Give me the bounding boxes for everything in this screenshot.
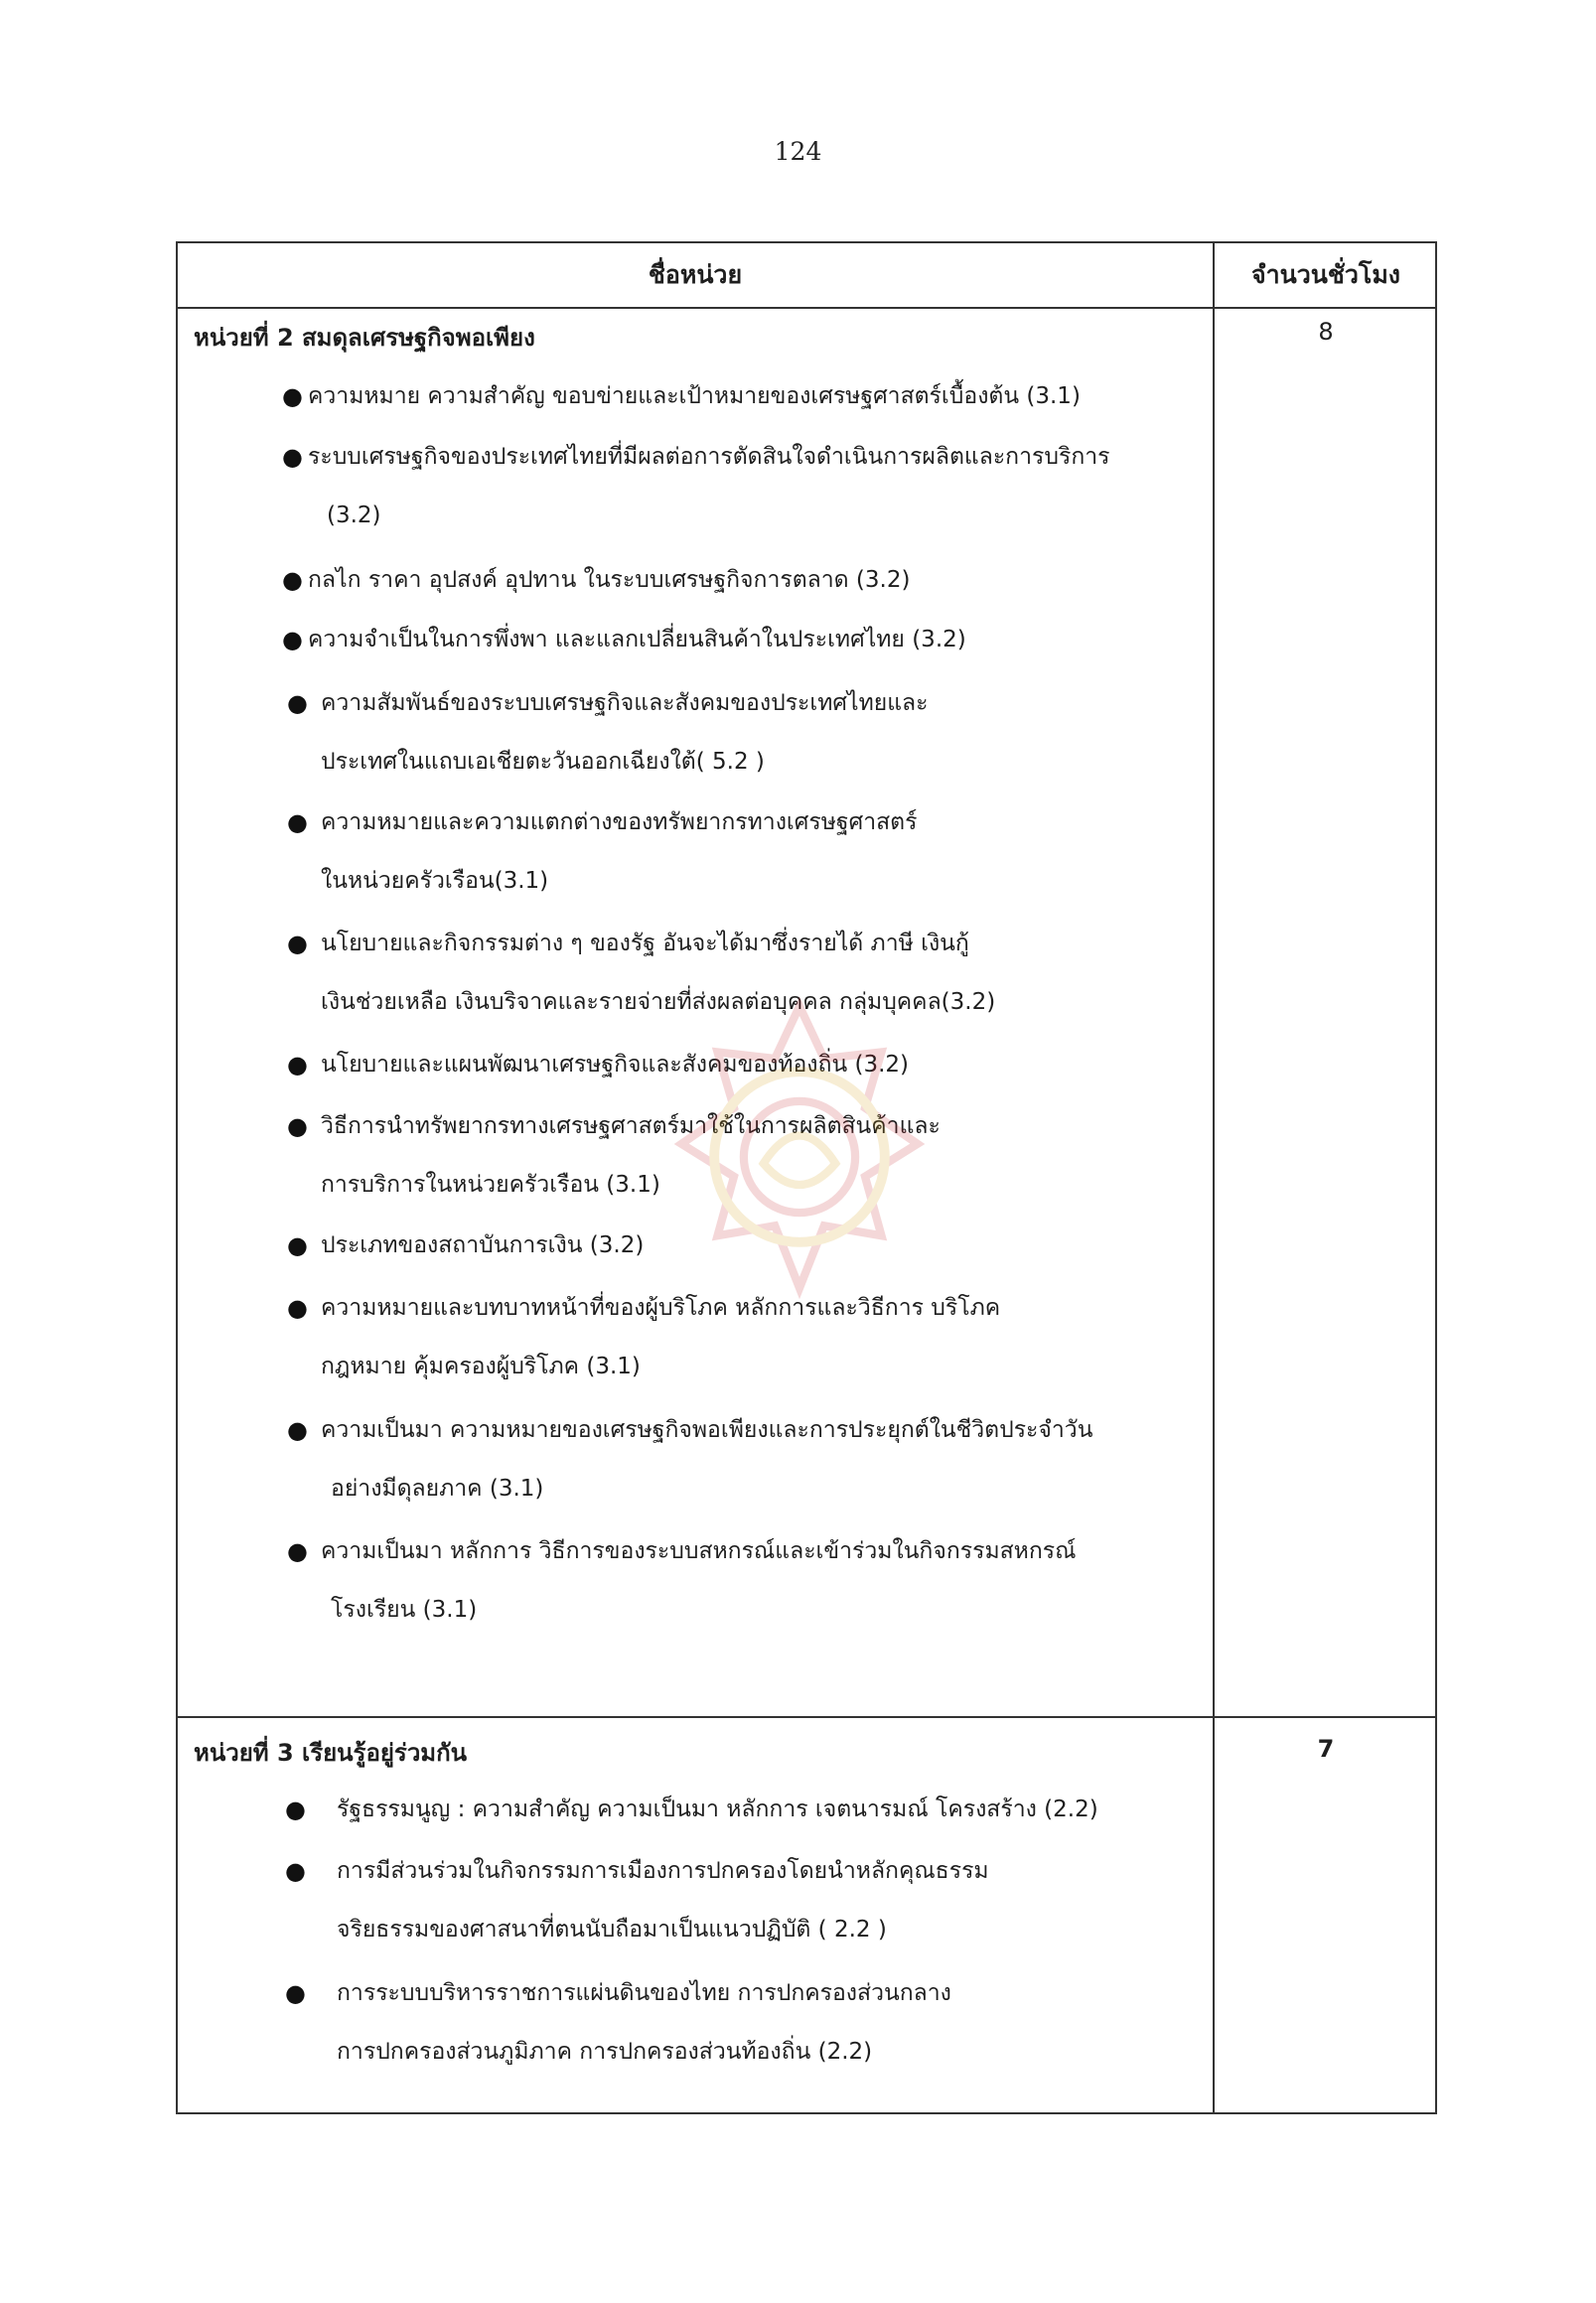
bullet-icon: ● <box>287 808 308 836</box>
item-text: กลไก ราคา อุปสงค์ อุปทาน ในระบบเศรษฐกิจการตลาด (3.2) <box>308 567 911 593</box>
item-text-continued: เงินช่วยเหลือ เงินบริจาคและรายจ่ายที่ส่งผลต่อบุคคล กลุ่มบุคคล(3.2) <box>321 989 996 1015</box>
bullet-icon: ● <box>282 566 303 594</box>
item-text: ความสัมพันธ์ของระบบเศรษฐกิจและสังคมของประเทศไทยและ <box>321 690 929 716</box>
item-text: การมีส่วนร่วมในกิจกรรมการเมืองการปกครองโดยนำหลักคุณธรรม <box>337 1858 989 1884</box>
item-text: ประเภทของสถาบันการเงิน (3.2) <box>321 1232 645 1258</box>
list-item <box>287 674 929 792</box>
bullet-icon: ● <box>287 1416 308 1444</box>
unit-2-title: หน่วยที่ 2 สมดุลเศรษฐกิจพอเพียง <box>194 324 535 352</box>
item-text: วิธีการนำทรัพยากรทางเศรษฐศาสตร์มาใช้ในการผลิตสินค้าและ <box>321 1113 941 1139</box>
list-item <box>287 1522 1076 1640</box>
item-text: ความหมายและบทบาทหน้าที่ของผู้บริโภค หลักการและวิธีการ บริโภค <box>321 1295 1001 1321</box>
bullet-icon: ● <box>285 1796 306 1823</box>
item-text-continued: การบริการในหน่วยครัวเรือน (3.1) <box>321 1172 660 1198</box>
item-text: ความหมายและความแตกต่างของทรัพยากรทางเศรษฐศาสตร์ <box>321 809 918 835</box>
item-text: ความหมาย ความสำคัญ ขอบข่ายและเป้าหมายของเศรษฐศาสตร์เบื้องต้น (3.1) <box>308 383 1081 409</box>
item-text-continued: การปกครองส่วนภูมิภาค การปกครองส่วนท้องถิ่น (2.2) <box>337 2039 873 2065</box>
bullet-icon: ● <box>287 1294 308 1322</box>
list-item <box>287 1217 644 1275</box>
header-unit-name: ชื่อหน่วย <box>648 260 743 289</box>
list-item <box>282 428 1110 545</box>
school-seal-watermark-icon <box>636 993 963 1321</box>
list-item <box>282 611 966 669</box>
item-text: ความจำเป็นในการพึ่งพา และแลกเปลี่ยนสินค้าในประเทศไทย (3.2) <box>308 627 966 652</box>
list-item <box>287 1401 1092 1518</box>
item-text: ความเป็นมา ความหมายของเศรษฐกิจพอเพียงและการประยุกต์ในชีวิตประจำวัน <box>321 1417 1093 1443</box>
item-text: นโยบายและกิจกรรมต่าง ๆ ของรัฐ อันจะได้มาซึ่งรายได้ ภาษี เงินกู้ <box>321 931 969 956</box>
bullet-icon: ● <box>282 382 303 410</box>
bullet-icon: ● <box>285 1857 306 1885</box>
page-number: 124 <box>774 137 822 166</box>
item-text-continued: จริยธรรมของศาสนาที่ตนนับถือมาเป็นแนวปฏิบัติ ( 2.2 ) <box>337 1917 887 1943</box>
unit-divider <box>178 1716 1435 1718</box>
item-text: รัฐธรรมนูญ : ความสำคัญ ความเป็นมา หลักการ เจตนารมณ์ โครงสร้าง (2.2) <box>337 1797 1098 1822</box>
list-item <box>287 793 917 911</box>
item-text-continued: (3.2) <box>327 503 381 528</box>
list-item <box>285 1964 951 2082</box>
bullet-icon: ● <box>287 1112 308 1140</box>
bullet-icon: ● <box>287 1537 308 1565</box>
item-text: นโยบายและแผนพัฒนาเศรษฐกิจและสังคมของท้องถิ่น (3.2) <box>321 1052 910 1078</box>
bullet-icon: ● <box>287 1051 308 1079</box>
item-text: ระบบเศรษฐกิจของประเทศไทยที่มีผลต่อการตัดสินใจดำเนินการผลิตและการบริการ <box>308 444 1110 470</box>
item-text: ความเป็นมา หลักการ วิธีการของระบบสหกรณ์และเข้าร่วมในกิจกรรมสหกรณ์ <box>321 1538 1077 1564</box>
item-text-continued: ประเทศในแถบเอเชียตะวันออกเฉียงใต้( 5.2 ) <box>321 749 765 775</box>
bullet-icon: ● <box>287 1231 308 1259</box>
unit-2-hours: 8 <box>1318 318 1334 346</box>
header-divider <box>178 307 1435 309</box>
unit-3-title: หน่วยที่ 3 เรียนรู้อยู่ร่วมกัน <box>194 1739 468 1767</box>
list-item <box>282 367 1081 426</box>
header-hours: จำนวนชั่วโมง <box>1250 260 1401 289</box>
unit-3-hours: 7 <box>1317 1735 1335 1763</box>
bullet-icon: ● <box>287 689 308 717</box>
bullet-icon: ● <box>285 1979 306 2007</box>
list-item <box>282 551 910 610</box>
bullet-icon: ● <box>282 626 303 653</box>
item-text-continued: อย่างมีดุลยภาค (3.1) <box>331 1476 544 1502</box>
list-item <box>285 1842 989 1959</box>
column-divider <box>1213 243 1215 2112</box>
bullet-icon: ● <box>282 443 303 471</box>
bullet-icon: ● <box>287 930 308 957</box>
item-text-continued: ในหน่วยครัวเรือน(3.1) <box>321 868 549 894</box>
list-item <box>285 1781 1098 1839</box>
item-text-continued: โรงเรียน (3.1) <box>331 1597 478 1623</box>
item-text-continued: กฎหมาย คุ้มครองผู้บริโภค (3.1) <box>321 1354 641 1379</box>
item-text: การระบบบริหารราชการแผ่นดินของไทย การปกครองส่วนกลาง <box>337 1980 951 2006</box>
